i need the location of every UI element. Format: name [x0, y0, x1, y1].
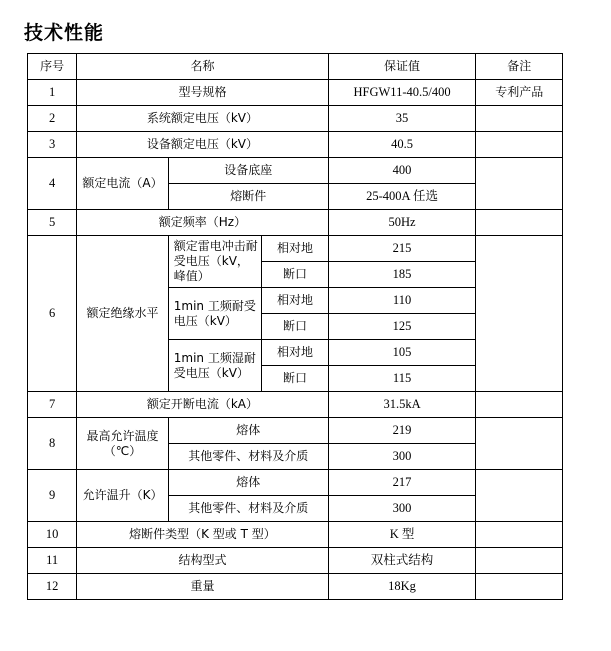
row-sub: 相对地 — [262, 236, 328, 262]
row-sub-group: 1min 工频湿耐受电压（kV） — [168, 340, 262, 392]
row-value: HFGW11-40.5/400 — [328, 80, 476, 106]
row-seq: 6 — [28, 236, 77, 392]
row-note — [476, 236, 563, 392]
row-value: 219 — [328, 418, 476, 444]
row-seq: 2 — [28, 106, 77, 132]
row-seq: 10 — [28, 522, 77, 548]
row-sub: 断口 — [262, 262, 328, 288]
row-value: 50Hz — [328, 210, 476, 236]
row-value: 215 — [328, 236, 476, 262]
row-seq: 7 — [28, 392, 77, 418]
row-name: 型号规格 — [77, 80, 328, 106]
spec-table — [27, 53, 563, 600]
row-sub: 设备底座 — [168, 158, 328, 184]
row-note — [476, 548, 563, 574]
row-name: 额定频率（Hz） — [77, 210, 328, 236]
row-value: 217 — [328, 470, 476, 496]
row-value: 31.5kA — [328, 392, 476, 418]
row-sub: 相对地 — [262, 288, 328, 314]
row-name: 结构型式 — [77, 548, 328, 574]
row-note — [476, 158, 563, 210]
table-row — [28, 80, 563, 106]
row-name: 熔断件类型（K 型或 T 型） — [77, 522, 328, 548]
row-sub: 熔体 — [168, 418, 328, 444]
row-seq: 5 — [28, 210, 77, 236]
row-value: 185 — [328, 262, 476, 288]
table-row — [28, 470, 563, 496]
row-note — [476, 574, 563, 600]
table-row — [28, 522, 563, 548]
row-group: 允许温升（K） — [77, 470, 169, 522]
header-value: 保证值 — [328, 54, 476, 80]
row-value: 双柱式结构 — [328, 548, 476, 574]
row-note: 专利产品 — [476, 80, 563, 106]
row-value: 25-400A 任选 — [328, 184, 476, 210]
table-row — [28, 392, 563, 418]
row-value: 300 — [328, 496, 476, 522]
row-name: 设备额定电压（kV） — [77, 132, 328, 158]
table-header-row — [28, 54, 563, 80]
row-value: 40.5 — [328, 132, 476, 158]
row-value: 105 — [328, 340, 476, 366]
row-sub: 其他零件、材料及介质 — [168, 496, 328, 522]
page-title: 技术性能 — [24, 22, 105, 44]
row-value: 35 — [328, 106, 476, 132]
row-seq: 8 — [28, 418, 77, 470]
row-sub: 熔断件 — [168, 184, 328, 210]
row-value: 300 — [328, 444, 476, 470]
row-note — [476, 132, 563, 158]
row-note — [476, 210, 563, 236]
row-name: 额定开断电流（kA） — [77, 392, 328, 418]
row-name: 系统额定电压（kV） — [77, 106, 328, 132]
row-value: 18Kg — [328, 574, 476, 600]
header-seq: 序号 — [28, 54, 77, 80]
row-value: 115 — [328, 366, 476, 392]
table-row — [28, 132, 563, 158]
header-name: 名称 — [77, 54, 328, 80]
row-sub-group: 1min 工频耐受电压（kV） — [168, 288, 262, 340]
row-value: 110 — [328, 288, 476, 314]
row-note — [476, 418, 563, 470]
row-note — [476, 392, 563, 418]
row-sub: 其他零件、材料及介质 — [168, 444, 328, 470]
table-row — [28, 210, 563, 236]
row-sub: 熔体 — [168, 470, 328, 496]
row-sub-group: 额定雷电冲击耐受电压（kV，峰值） — [168, 236, 262, 288]
table-row — [28, 158, 563, 184]
row-note — [476, 522, 563, 548]
row-sub: 断口 — [262, 314, 328, 340]
row-value: 125 — [328, 314, 476, 340]
row-seq: 12 — [28, 574, 77, 600]
row-value: 400 — [328, 158, 476, 184]
row-seq: 1 — [28, 80, 77, 106]
header-note: 备注 — [476, 54, 563, 80]
row-group: 额定电流（A） — [77, 158, 169, 210]
table-row — [28, 418, 563, 444]
row-sub: 相对地 — [262, 340, 328, 366]
table-row — [28, 236, 563, 262]
row-sub: 断口 — [262, 366, 328, 392]
row-note — [476, 470, 563, 522]
row-seq: 11 — [28, 548, 77, 574]
row-group: 额定绝缘水平 — [77, 236, 169, 392]
row-seq: 9 — [28, 470, 77, 522]
row-value: K 型 — [328, 522, 476, 548]
table-row — [28, 574, 563, 600]
table-row — [28, 548, 563, 574]
row-name: 重量 — [77, 574, 328, 600]
row-group: 最高允许温度（℃） — [77, 418, 169, 470]
row-seq: 4 — [28, 158, 77, 210]
row-note — [476, 106, 563, 132]
table-row — [28, 106, 563, 132]
row-seq: 3 — [28, 132, 77, 158]
